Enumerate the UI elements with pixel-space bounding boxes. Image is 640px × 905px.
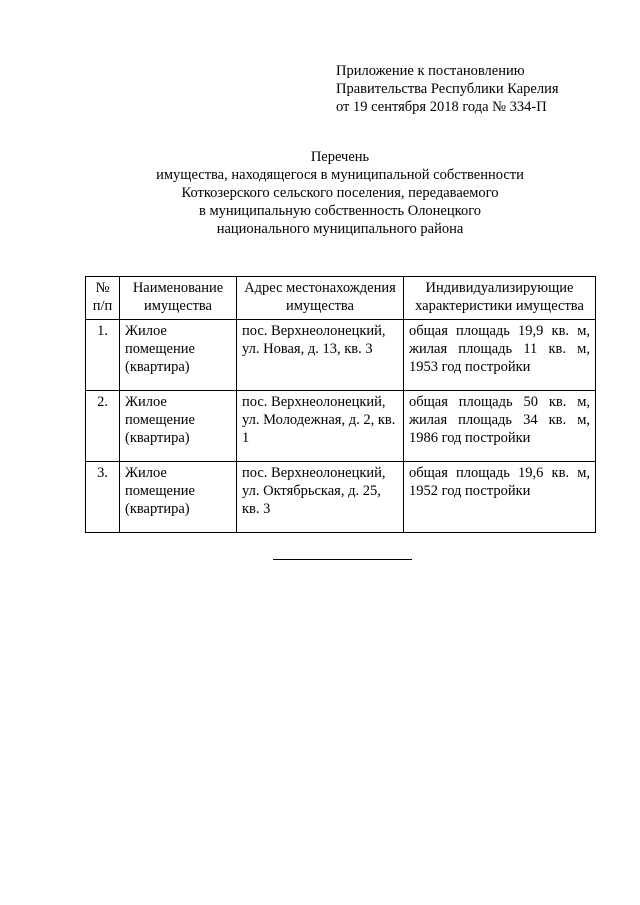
table-header-row bbox=[86, 277, 596, 320]
closing-rule bbox=[273, 559, 412, 560]
row-details: общая площадь 19,6 кв. м, 1952 год постройки bbox=[404, 462, 596, 533]
row-address: пос. Верхнеолонецкий, ул. Октябрьская, д. 25, кв. 3 bbox=[237, 462, 404, 533]
document-title bbox=[60, 148, 620, 238]
header-num: № п/п bbox=[86, 277, 120, 320]
row-num: 1. bbox=[86, 320, 120, 391]
appendix-line-1: Приложение к постановлению bbox=[336, 63, 525, 79]
appendix-note bbox=[336, 62, 626, 116]
row-address: пос. Верхнеолонецкий, ул. Молодежная, д. 2, кв. 1 bbox=[237, 391, 404, 462]
title-line-2: Коткозерского сельского поселения, передаваемого bbox=[181, 185, 499, 201]
row-details: общая площадь 50 кв. м, жилая площадь 34 кв. м, 1986 год постройки bbox=[404, 391, 596, 462]
row-name: Жилое помещение (квартира) bbox=[120, 462, 237, 533]
header-name: Наименование имущества bbox=[120, 277, 237, 320]
title-heading: Перечень bbox=[310, 149, 370, 165]
header-address: Адрес местонахождения имущества bbox=[237, 277, 404, 320]
title-line-3: в муниципальную собственность Олонецкого bbox=[198, 203, 482, 219]
row-name: Жилое помещение (квартира) bbox=[120, 391, 237, 462]
row-num: 2. bbox=[86, 391, 120, 462]
row-address: пос. Верхнеолонецкий, ул. Новая, д. 13, кв. 3 bbox=[237, 320, 404, 391]
row-details: общая площадь 19,9 кв. м, жилая площадь 11 кв. м, 1953 год постройки bbox=[404, 320, 596, 391]
table-row bbox=[86, 462, 596, 533]
title-line-4: национального муниципального района bbox=[216, 221, 464, 237]
table-row bbox=[86, 391, 596, 462]
appendix-line-3: от 19 сентября 2018 года № 334-П bbox=[336, 99, 547, 115]
appendix-line-2: Правительства Республики Карелия bbox=[336, 81, 559, 97]
row-name: Жилое помещение (квартира) bbox=[120, 320, 237, 391]
title-line-1: имущества, находящегося в муниципальной собственности bbox=[156, 167, 524, 183]
property-table bbox=[85, 276, 596, 533]
table-row bbox=[86, 320, 596, 391]
header-details: Индивидуализирующие характеристики имущества bbox=[404, 277, 596, 320]
row-num: 3. bbox=[86, 462, 120, 533]
